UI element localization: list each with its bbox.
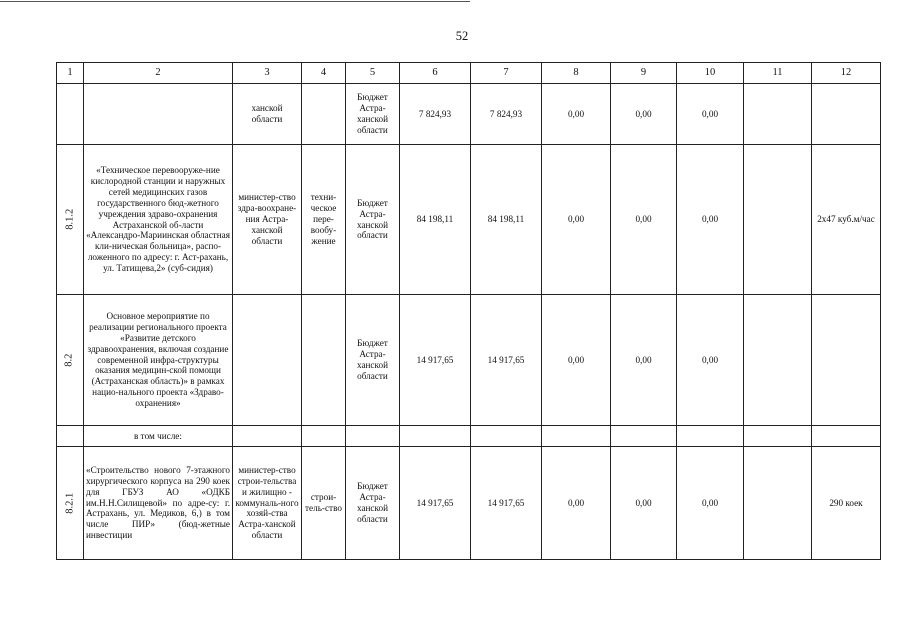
row-col7: 7 824,93 xyxy=(471,84,542,145)
row-col6: 14 917,65 xyxy=(400,447,471,560)
header-cell: 6 xyxy=(400,63,471,84)
row-col12: 2х47 куб.м/час xyxy=(812,145,881,295)
header-cell: 2 xyxy=(84,63,233,84)
row-col7 xyxy=(471,426,542,447)
row-col11 xyxy=(744,295,812,426)
row-number-cell xyxy=(57,426,84,447)
budget-table xyxy=(56,62,881,560)
row-description: «Строительство нового 7-этажного хирургического корпуса на 290 коек для ГБУЗ АО «ОДКБ им.Н.Н.Силищевой» по адре-су: г. Астрахань, ул. Медиков, 6,) в том числе ПИР» (бюд-жетные инвестиции xyxy=(84,447,233,560)
row-col10 xyxy=(677,426,744,447)
row-col8: 0,00 xyxy=(542,84,611,145)
row-executor: министер-ство строи-тельства и жилищно - коммуналь-ного хозяй-ства Астра-ханской области xyxy=(233,447,302,560)
row-executor: министер-ство здра-воохране-ния Астра-ханской области xyxy=(233,145,302,295)
row-col7: 14 917,65 xyxy=(471,295,542,426)
row-col8: 0,00 xyxy=(542,447,611,560)
row-description xyxy=(84,84,233,145)
row-source: Бюджет Астра-ханской области xyxy=(346,295,400,426)
row-col8: 0,00 xyxy=(542,295,611,426)
header-cell: 5 xyxy=(346,63,400,84)
row-col7: 84 198,11 xyxy=(471,145,542,295)
row-number-cell xyxy=(57,84,84,145)
row-col6: 84 198,11 xyxy=(400,145,471,295)
row-col11 xyxy=(744,426,812,447)
table-row xyxy=(57,447,881,560)
row-description: Основное мероприятие по реализации регионального проекта «Развитие детского здравоохранения, включая создание современной инфра-структуры оказания медицин-ской помощи (Астраханская область)» в рамках нацио-нального проекта «Здраво-охранения» xyxy=(84,295,233,426)
row-work-type: техни-ческое пере-вообу-жение xyxy=(302,145,346,295)
row-col12 xyxy=(812,295,881,426)
header-cell: 3 xyxy=(233,63,302,84)
header-cell: 10 xyxy=(677,63,744,84)
table-row xyxy=(57,84,881,145)
row-description: в том числе: xyxy=(84,426,233,447)
header-cell: 11 xyxy=(744,63,812,84)
row-number-cell: 8.2.1 xyxy=(57,447,84,560)
row-col9: 0,00 xyxy=(611,84,677,145)
row-number-cell: 8.1.2 xyxy=(57,145,84,295)
row-col6 xyxy=(400,426,471,447)
row-col10: 0,00 xyxy=(677,84,744,145)
row-source: Бюджет Астра-ханской области xyxy=(346,84,400,145)
top-rule xyxy=(0,1,470,2)
table-row xyxy=(57,426,881,447)
row-work-type xyxy=(302,84,346,145)
header-cell: 1 xyxy=(57,63,84,84)
table-row xyxy=(57,145,881,295)
row-work-type xyxy=(302,295,346,426)
table-row xyxy=(57,295,881,426)
row-number-cell: 8.2 xyxy=(57,295,84,426)
row-col10: 0,00 xyxy=(677,295,744,426)
row-col9: 0,00 xyxy=(611,447,677,560)
row-col9: 0,00 xyxy=(611,145,677,295)
row-col12 xyxy=(812,84,881,145)
row-source xyxy=(346,426,400,447)
row-source: Бюджет Астра-ханской области xyxy=(346,447,400,560)
row-description: «Техническое перевооруже-ние кислородной станции и наружных сетей медицинских газов государственного бюд-жетного учреждения здраво-охранения Астраханской об-ласти «Александро-Мариинская областная кли-ническая больница», распо-ложенного по адресу: г. Аст-рахань, ул. Татищева,2» (суб-сидия) xyxy=(84,145,233,295)
row-col11 xyxy=(744,84,812,145)
header-cell: 7 xyxy=(471,63,542,84)
row-col8 xyxy=(542,426,611,447)
row-col6: 7 824,93 xyxy=(400,84,471,145)
header-cell: 9 xyxy=(611,63,677,84)
row-executor: ханской области xyxy=(233,84,302,145)
row-col10: 0,00 xyxy=(677,145,744,295)
row-source: Бюджет Астра-ханской области xyxy=(346,145,400,295)
row-executor xyxy=(233,426,302,447)
page-number: 52 xyxy=(455,29,469,43)
row-col12 xyxy=(812,426,881,447)
header-cell: 4 xyxy=(302,63,346,84)
row-col11 xyxy=(744,447,812,560)
row-work-type: строи-тель-ство xyxy=(302,447,346,560)
row-col10: 0,00 xyxy=(677,447,744,560)
row-col6: 14 917,65 xyxy=(400,295,471,426)
header-cell: 12 xyxy=(812,63,881,84)
row-col12: 290 коек xyxy=(812,447,881,560)
row-col11 xyxy=(744,145,812,295)
row-work-type xyxy=(302,426,346,447)
row-col9 xyxy=(611,426,677,447)
row-col9: 0,00 xyxy=(611,295,677,426)
row-col8: 0,00 xyxy=(542,145,611,295)
row-col7: 14 917,65 xyxy=(471,447,542,560)
header-cell: 8 xyxy=(542,63,611,84)
row-executor xyxy=(233,295,302,426)
table-header-row xyxy=(57,63,881,84)
